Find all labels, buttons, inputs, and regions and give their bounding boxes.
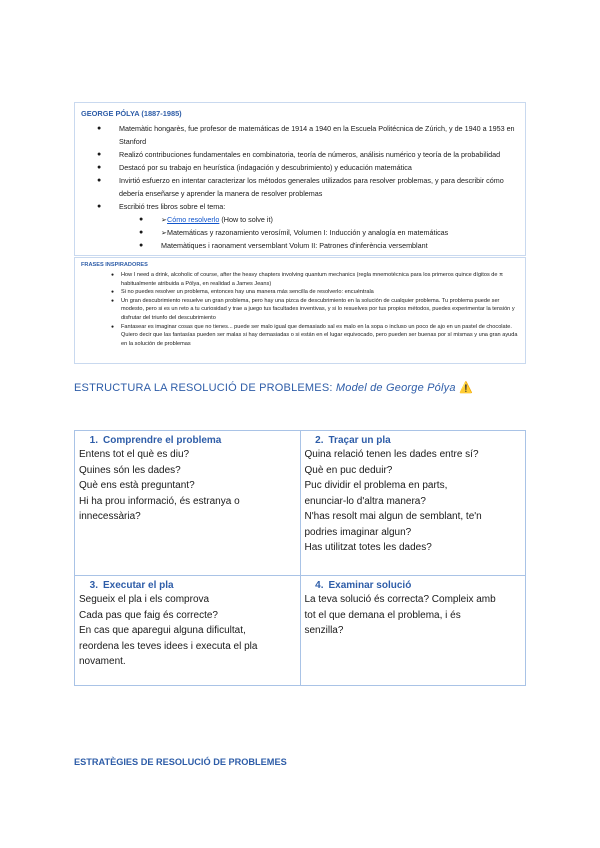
step-cell [75,576,301,686]
list-item: ● Escribió tres libros sobre el tema: [97,202,226,211]
bullet-icon: ● [111,297,115,304]
step-line: Hi ha prou informació, és estranya o [79,495,240,507]
bullet-icon: ● [111,323,115,330]
step-title: 2. Traçar un pla [315,435,391,446]
bullet-icon: ● [139,216,144,223]
book-link[interactable]: Cómo resolverlo [167,215,220,224]
strategies-heading: ESTRATÈGIES DE RESOLUCIÓ DE PROBLEMES [74,757,287,767]
bullet-icon: ● [111,272,115,278]
quotes-box [74,257,526,364]
step-line: novament. [79,656,126,668]
step-line: tot el que demana el problema, i és [304,609,461,621]
list-item: ● Destacó por su trabajo en heurística (indagación y descubrimiento) y educación matemática [97,163,412,172]
step-line: Quines són les dades? [79,464,181,476]
step-line: senzilla? [304,625,344,637]
bullet-icon: ● [139,229,144,236]
step-line: Cada pas que faig és correcte? [79,609,218,621]
bullet-icon: ● [97,164,102,171]
steps-table [74,430,526,686]
bullet-icon: ● [111,289,115,296]
list-item: ● Invirtió esfuerzo en intentar caracterizar los métodos generales utilizados para resolver problemas, y para describir cómo debería enseñarse y aprender la manera de resolver problemas [97,176,504,198]
quotes-list [81,271,519,348]
step-line: Puc dividir el problema en parts, [304,480,448,491]
book-item: ● ➢Matemáticas y razonamiento verosímil, Volumen I: Inducción y analogía en matemáticas [139,228,449,237]
step-line: Has utilitzat totes les dades? [304,542,432,553]
section-heading: ESTRUCTURA LA RESOLUCIÓ DE PROBLEMES: Model de George Pólya ⚠️ [74,382,473,394]
list-item: ● Si no puedes resolver un problema, entonces hay una manera más sencilla de resolverlo: encuéntrala [111,289,374,296]
biography-list [81,122,519,252]
step-line: Què en puc deduir? [304,464,393,476]
section-heading-italic: Model de George Pólya [335,382,456,394]
bullet-icon: ● [139,242,144,249]
bullet-icon: ● [97,151,102,158]
step-line: En cas que aparegui alguna dificultat, [79,625,246,637]
bullet-icon: ● [97,177,102,184]
step-line: Entens tot el què es diu? [79,449,190,460]
book-item: ● ➢Cómo resolverlo (How to solve it) [139,215,273,224]
step-line: Segueix el pla i els comprova [79,594,210,606]
list-item: ● How I need a drink, alcoholic of course, after the heavy chapters involving quantum mechanics (regla mnemotécnica para los primeros quince dígitos de π habitualmente atribuida a Pólya, en realidad a James Jeans) [111,272,503,287]
list-item: ● Matemàtic hongarès, fue profesor de matemáticas de 1914 a 1940 en la Escuela Politécnica de Zúrich, y de 1940 a 1953 en Stanford [97,124,515,146]
step-line: N'has resolt mai algun de semblant, te'n [304,511,482,522]
book-item: ● Matemàtiques i raonament versemblant Volum II: Patrones d'inferència versemblant [139,241,428,250]
step-cell [75,431,301,576]
step-line: Quina relació tenen les dades entre sí? [304,449,479,460]
bullet-icon: ● [97,125,102,132]
step-line: Què ens està preguntant? [79,480,195,491]
step-title: 3. Executar el pla [89,580,174,592]
bullet-icon: ● [97,203,102,210]
step-title: 1. Comprendre el problema [89,435,222,446]
warning-icon: ⚠️ [458,382,473,394]
step-title: 4. Examinar solució [315,580,412,592]
step-line: podries imaginar algun? [304,526,412,538]
biography-box [74,102,526,256]
step-line: enunciar-lo d'altra manera? [304,495,426,507]
biography-title: GEORGE PÓLYA (1887-1985) [81,109,182,118]
step-cell [300,576,526,686]
list-item: ● Un gran descubrimiento resuelve un gran problema, pero hay una pizca de descubrimiento en la solución de cualquier problema. Tu problema puede ser modesto, pero si es un reto a tu curiosidad y trae a juego tus facultades inventivas, y si lo resuelves por tus propios métodos, puedes experimentar la tensión y disfrutar del triunfo del descubrimiento [111,297,515,321]
step-cell [300,431,526,576]
list-item: ● Fantasear es imaginar cosas que no tienes... puede ser malo igual que demasiado sal es malo en la sopa o incluso un poco de ajo en un pastel de chocolate. Quiero decir que las fantasías pueden ser malas si hay demasiadas o si están en el lugar equivocado, pero pueden ser buenas por sí mismas y una gran ayuda en la solución de problemas [111,323,518,347]
quotes-title: FRASES INSPIRADORES [81,262,148,268]
list-item: ● Realizó contribuciones fundamentales en combinatoria, teoría de números, análisis numérico y teoría de la probabilidad [97,150,501,159]
step-line: La teva solució és correcta? Compleix amb [304,594,496,606]
step-line: reordena les teves idees i executa el pla [79,640,258,652]
step-line: innecessària? [79,511,141,522]
